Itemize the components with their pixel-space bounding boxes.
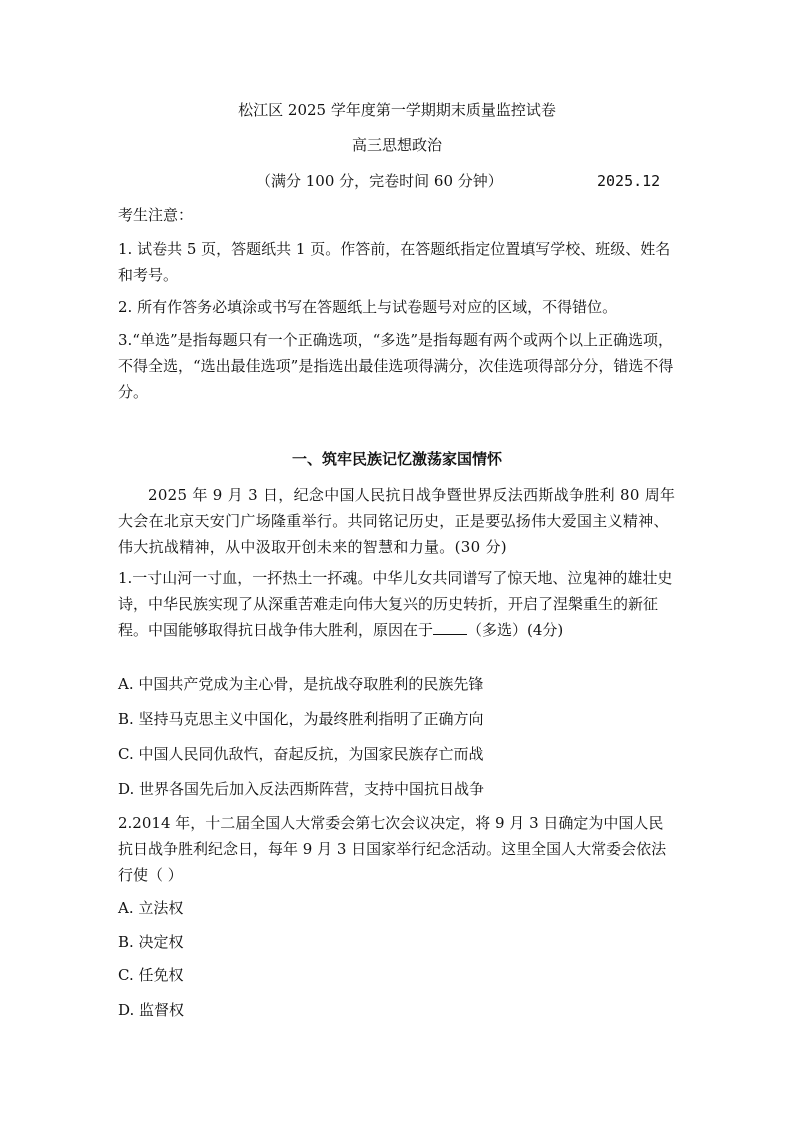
question-1-option-b: B. 坚持马克思主义中国化，为最终胜利指明了正确方向 — [118, 710, 484, 728]
question-2-option-c: C. 任免权 — [118, 966, 184, 984]
notice-item-1: 1. 试卷共 5 页，答题纸共 1 页。作答前，在答题纸指定位置填写学校、班级、姓名和考号。 — [118, 240, 671, 284]
section-intro: 2025 年 9 月 3 日，纪念中国人民抗日战争暨世界反法西斯战争胜利 80 周年大会在北京天安门广场隆重举行。共同铭记历史，正是要弘扬伟大爱国主义精神、伟大抗战精神，从中汲取开创未来的智慧和力量。(30 分) — [118, 486, 676, 556]
exam-title: 松江区 2025 学年度第一学期期末质量监控试卷 — [238, 101, 556, 119]
question-2-option-b: B. 决定权 — [118, 933, 184, 951]
question-1-stem-text: 1.一寸山河一寸血，一抔热土一抔魂。中华儿女共同谱写了惊天地、泣鬼神的雄壮史诗，中华民族实现了从深重苦难走向伟大复兴的历史转折，开启了涅槃重生的新征程。中国能够取得抗日战争伟大胜利，原因在于 — [118, 569, 673, 639]
question-1-stem — [118, 565, 678, 643]
question-2-option-a: A. 立法权 — [118, 899, 184, 917]
exam-subject: 高三思想政治 — [351, 136, 442, 154]
exam-date: 2025.12 — [597, 172, 661, 190]
question-1-stem-suffix: （多选）(4分) — [467, 621, 564, 639]
question-2-stem: 2.2014 年，十二届全国人大常委会第七次会议决定，将 9 月 3 日确定为中国人民抗日战争胜利纪念日，每年 9 月 3 日国家举行纪念活动。这里全国人大常委会依法行使（ ） — [118, 814, 667, 884]
notice-heading: 考生注意： — [118, 206, 194, 224]
question-1-option-c: C. 中国人民同仇敌忾，奋起反抗，为国家民族存亡而战 — [118, 745, 484, 763]
section-title: 一、筑牢民族记忆激荡家国情怀 — [291, 450, 502, 468]
question-1-option-d: D. 世界各国先后加入反法西斯阵营，支持中国抗日战争 — [118, 780, 485, 798]
notice-item-3: 3.“单选”是指每题只有一个正确选项，“多选”是指每题有两个或两个以上正确选项，不得全选，“选出最佳选项”是指选出最佳选项得满分，次佳选项得部分分，错选不得分。 — [118, 331, 674, 401]
answer-blank — [433, 620, 467, 635]
question-2-option-d: D. 监督权 — [118, 1001, 185, 1019]
exam-info: （满分 100 分，完卷时间 60 分钟） — [256, 172, 503, 190]
question-1-option-a: A. 中国共产党成为主心骨，是抗战夺取胜利的民族先锋 — [118, 675, 484, 693]
notice-item-2: 2. 所有作答务必填涂或书写在答题纸上与试卷题号对应的区域，不得错位。 — [118, 298, 618, 316]
